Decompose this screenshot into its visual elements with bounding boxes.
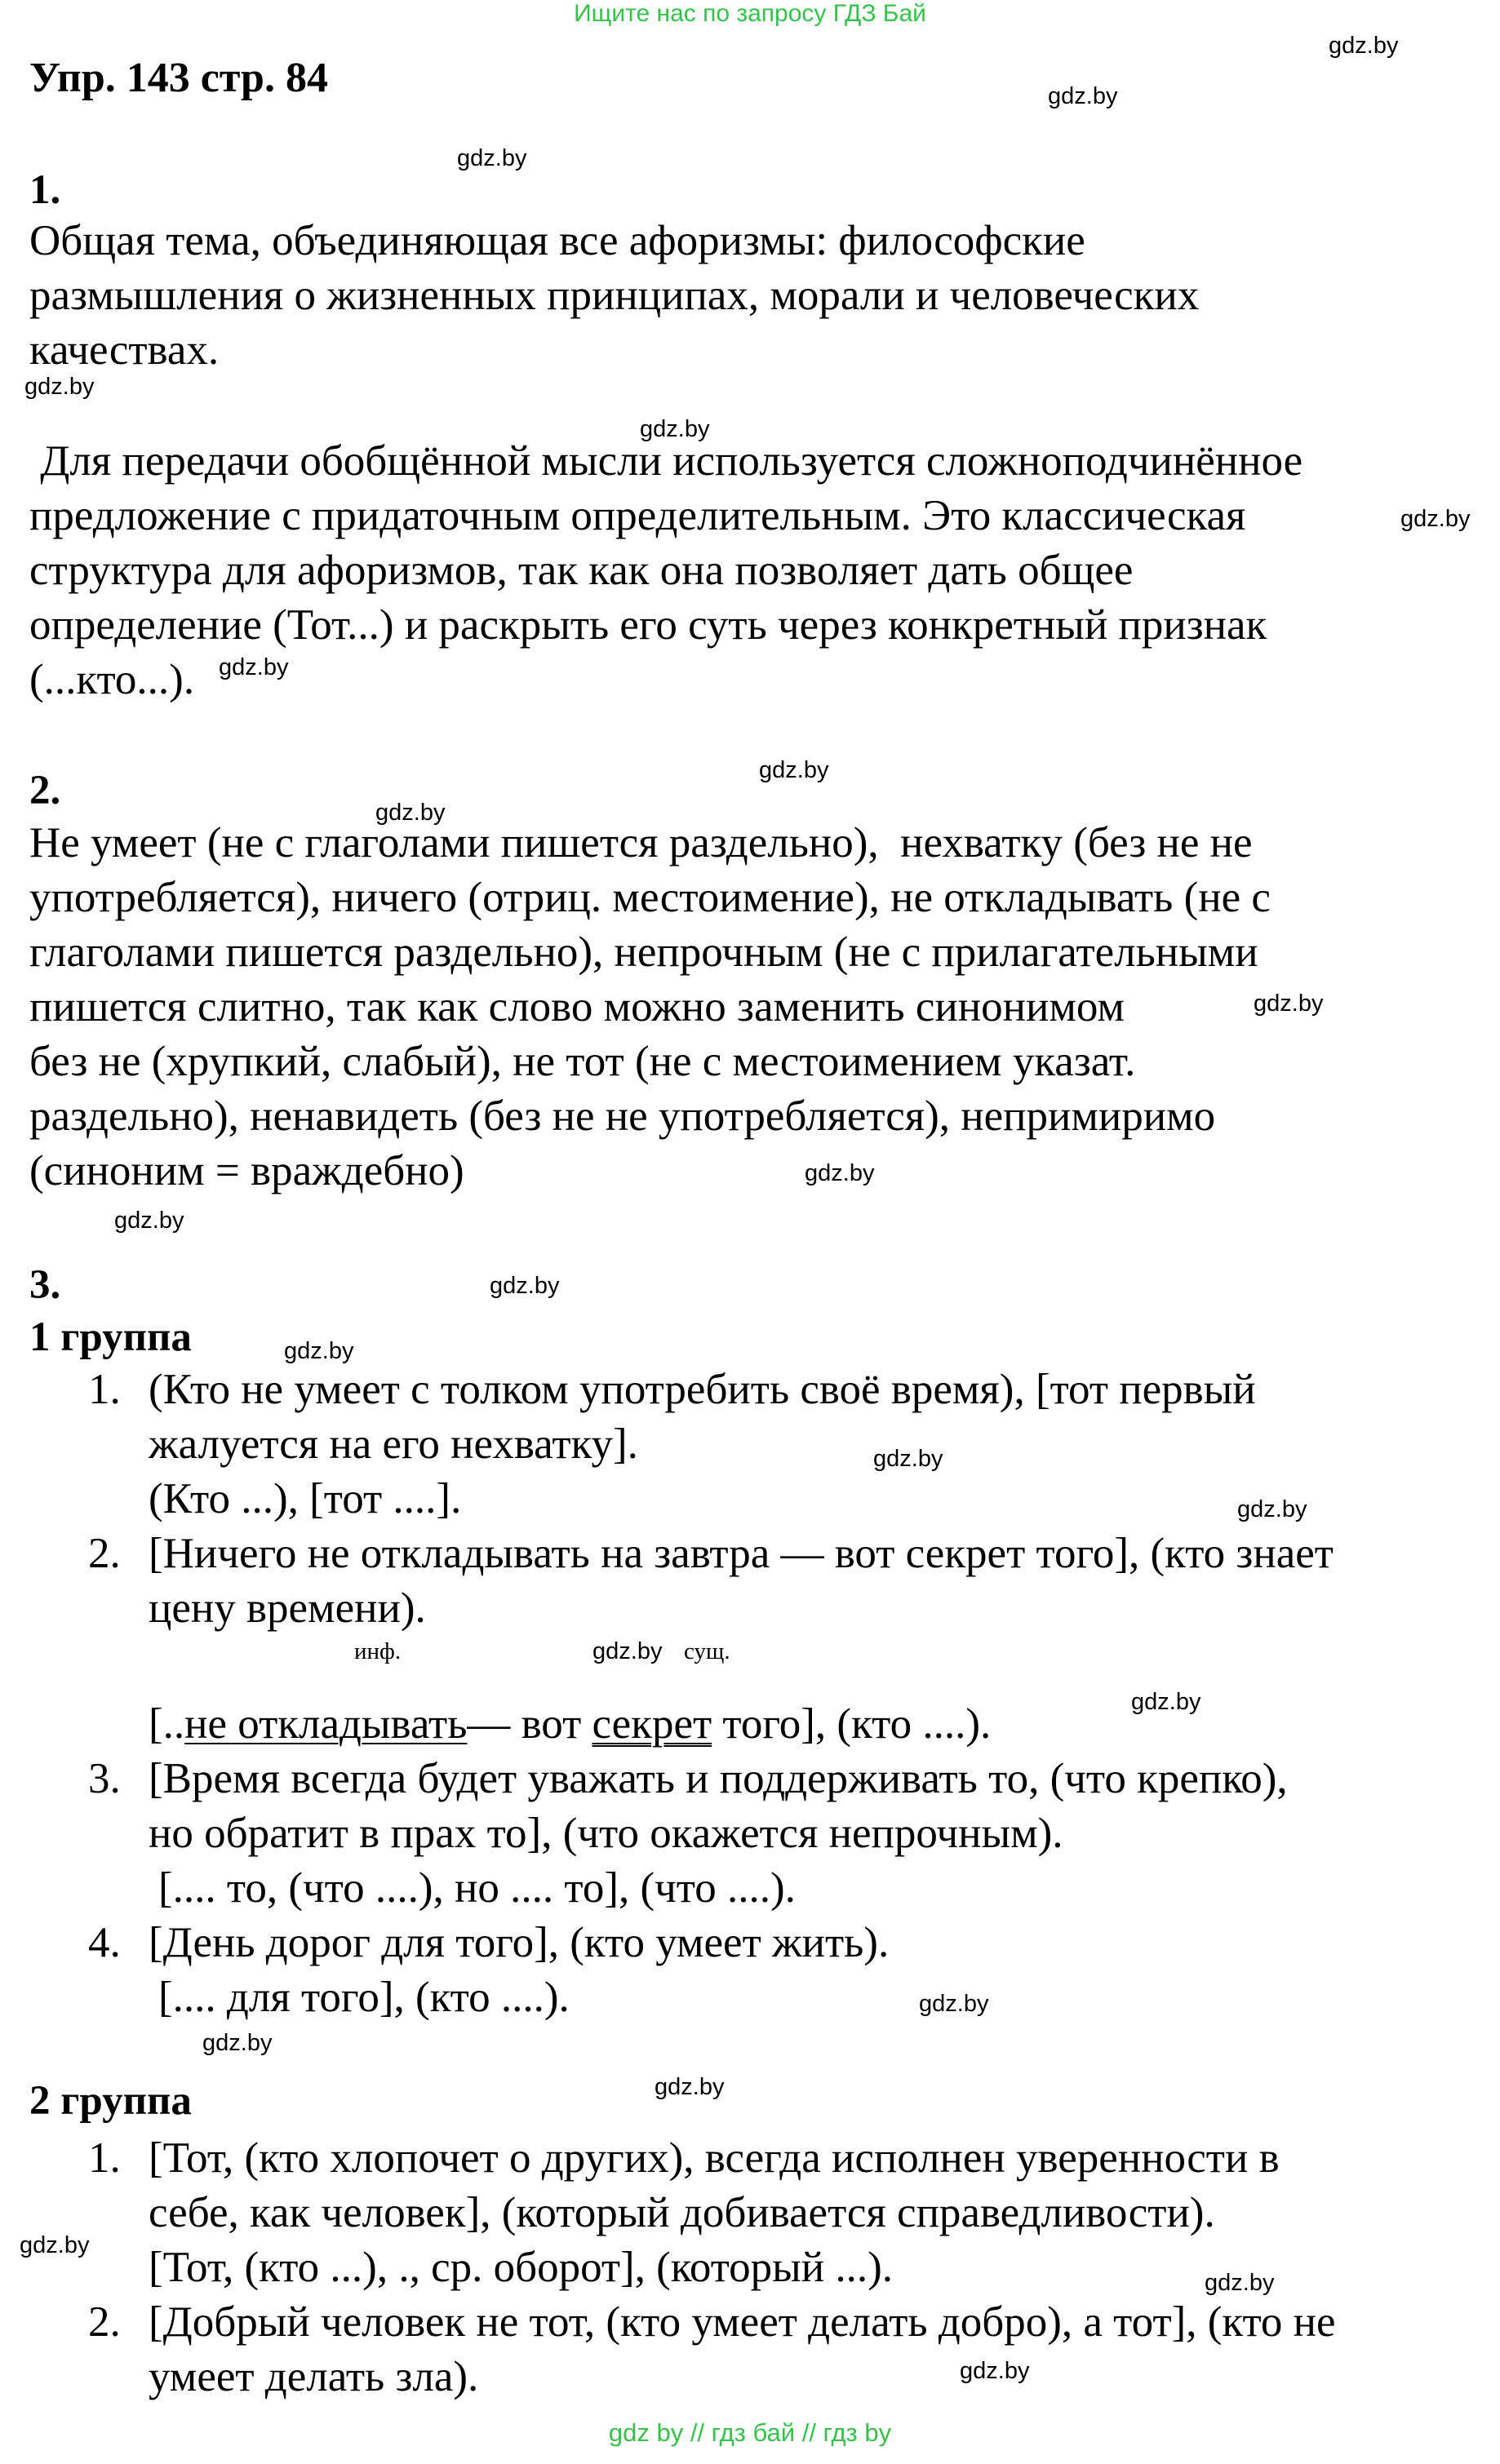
list-item-line: [День дорог для того], (кто умеет жить). xyxy=(149,1919,890,1966)
list-item-scheme: [Тот, (кто ...), ., ср. оборот], (который ...). xyxy=(149,2244,894,2291)
watermark: gdz.by xyxy=(1205,2270,1275,2296)
section-2-number: 2. xyxy=(29,768,61,813)
list-marker: 1. xyxy=(88,1366,121,1413)
watermark: gdz.by xyxy=(960,2358,1030,2384)
section-2-line: раздельно), ненавидеть (без не не употребляется), непримиримо xyxy=(29,1092,1216,1140)
section-3-number: 3. xyxy=(29,1262,61,1308)
list-item-line: умеет делать зла). xyxy=(149,2353,479,2400)
list-marker: 3. xyxy=(88,1755,121,1802)
list-item-line: себе, как человек], (который добивается справедливости). xyxy=(149,2189,1215,2236)
top-banner: Ищите нас по запросу ГДЗ Бай xyxy=(574,0,926,27)
grammar-note-noun: сущ. xyxy=(684,1638,730,1664)
section-2-line: (синоним = враждебно) xyxy=(29,1147,464,1194)
list-item-line: цену времени). xyxy=(149,1584,426,1632)
watermark: gdz.by xyxy=(202,2030,273,2056)
list-marker: 1. xyxy=(88,2134,121,2182)
section-2-line: Не умеет (не с глаголами пишется раздельно), нехватку (без не не xyxy=(29,819,1253,866)
section-1-para2-line: (...кто...). xyxy=(29,656,195,703)
section-1-para2-line: определение (Тот...) и раскрыть его суть через конкретный признак xyxy=(29,601,1267,649)
list-item-line: [Тот, (кто хлопочет о других), всегда исполнен уверенности в xyxy=(149,2134,1280,2182)
section-1-line: Общая тема, объединяющая все афоризмы: философские xyxy=(29,217,1085,264)
group-1-heading: 1 группа xyxy=(29,1314,192,1360)
page-title: Упр. 143 стр. 84 xyxy=(29,55,328,101)
scheme-part: — вот xyxy=(467,1700,592,1748)
watermark: gdz.by xyxy=(1048,83,1118,109)
section-2-line: пишется слитно, так как слово можно заменить синонимом xyxy=(29,983,1125,1030)
watermark: gdz.by xyxy=(20,2232,90,2258)
list-marker: 2. xyxy=(88,2298,121,2346)
list-item-line: [Добрый человек не тот, (кто умеет делать добро), а тот], (кто не xyxy=(149,2298,1336,2346)
scheme-underlined-predicate: не откладывать xyxy=(184,1700,468,1748)
watermark: gdz.by xyxy=(457,145,527,171)
watermark: gdz.by xyxy=(284,1338,354,1364)
list-item-scheme: [.... для того], (кто ....). xyxy=(158,1974,570,2021)
list-item-line: жалуется на его нехватку]. xyxy=(149,1420,638,1468)
watermark: gdz.by xyxy=(759,757,829,783)
scheme-part: того], (кто ....). xyxy=(712,1700,992,1748)
watermark: gdz.by xyxy=(592,1638,663,1664)
scheme-part: [.. xyxy=(149,1700,185,1748)
list-item-line: [Ничего не откладывать на завтра — вот секрет того], (кто знает xyxy=(149,1530,1334,1577)
list-marker: 4. xyxy=(88,1919,121,1966)
section-1-number: 1. xyxy=(29,167,61,213)
watermark: gdz.by xyxy=(490,1273,560,1299)
section-1-line: размышления о жизненных принципах, морали и человеческих xyxy=(29,272,1200,319)
section-1-para2-line: предложение с придаточным определительным. Это классическая xyxy=(29,492,1246,539)
watermark: gdz.by xyxy=(375,800,446,826)
section-1-para2-line: структура для афоризмов, так как она позволяет дать общее xyxy=(29,547,1134,594)
list-item-line: но обратит в прах то], (что окажется непрочным). xyxy=(149,1810,1063,1857)
list-marker: 2. xyxy=(88,1530,121,1577)
watermark: gdz.by xyxy=(873,1446,943,1472)
grammar-note-infinitive: инф. xyxy=(354,1638,402,1664)
watermark: gdz.by xyxy=(1400,506,1471,532)
section-2-line: употребляется), ничего (отриц. местоимение), не откладывать (не с xyxy=(29,874,1271,921)
section-2-line: глаголами пишется раздельно), непрочным (не с прилагательными xyxy=(29,928,1258,976)
list-item-scheme xyxy=(149,1697,991,1752)
section-1-line: качествах. xyxy=(29,326,220,374)
watermark: gdz.by xyxy=(24,374,95,400)
watermark: gdz.by xyxy=(114,1208,184,1234)
list-item-scheme: [.... то, (что ....), но .... то], (что ....). xyxy=(158,1864,796,1912)
section-2-line: без не (хрупкий, слабый), не тот (не с местоимением указат. xyxy=(29,1038,1136,1085)
bottom-banner: gdz by // гдз бай // гдз by xyxy=(608,2418,892,2447)
watermark: gdz.by xyxy=(1329,33,1399,59)
watermark: gdz.by xyxy=(919,1991,989,2017)
group-2-heading: 2 группа xyxy=(29,2078,192,2124)
section-1-para2-line: Для передачи обобщённой мысли используется сложноподчинённое xyxy=(29,437,1303,485)
watermark: gdz.by xyxy=(1131,1689,1201,1715)
list-item-line: (Кто не умеет с толком употребить своё время), [тот первый xyxy=(149,1366,1256,1413)
list-item-scheme: (Кто ...), [тот ....]. xyxy=(149,1475,462,1522)
list-item-line: [Время всегда будет уважать и поддерживать то, (что крепко), xyxy=(149,1755,1288,1802)
scheme-underlined-subject: секрет xyxy=(592,1700,712,1748)
watermark: gdz.by xyxy=(805,1160,875,1186)
watermark: gdz.by xyxy=(655,2074,725,2100)
watermark: gdz.by xyxy=(1254,990,1324,1017)
watermark: gdz.by xyxy=(1237,1496,1307,1522)
watermark: gdz.by xyxy=(219,654,289,680)
watermark: gdz.by xyxy=(640,416,710,442)
